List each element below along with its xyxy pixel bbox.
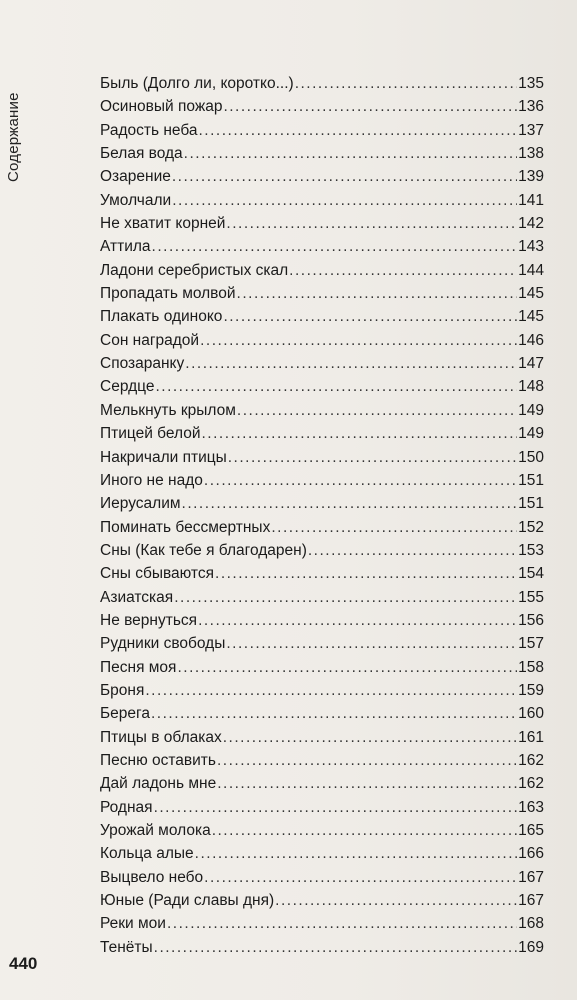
toc-entry-title: Аттила xyxy=(100,238,151,256)
toc-entry-page: 151 xyxy=(518,471,544,489)
toc-entry-title: Поминать бессмертных xyxy=(100,518,271,536)
toc-entry-title: Песню оставить xyxy=(100,751,216,769)
toc-entry xyxy=(100,819,544,842)
dot-leader xyxy=(223,305,517,328)
toc-entry-title: Ладони серебристых скал xyxy=(100,261,289,279)
dot-leader xyxy=(228,446,517,469)
toc-entry xyxy=(100,165,544,188)
toc-entry xyxy=(100,399,544,422)
toc-entry-title: Песня моя xyxy=(100,658,177,676)
toc-entry-page: 148 xyxy=(518,378,544,396)
dot-leader xyxy=(172,189,517,212)
toc-entry-title: Осиновый пожар xyxy=(100,98,223,116)
toc-entry xyxy=(100,259,544,282)
toc-entry-page: 156 xyxy=(518,611,544,629)
toc-entry-page: 161 xyxy=(518,728,544,746)
toc-entry-page: 136 xyxy=(518,98,544,116)
toc-entry-page: 144 xyxy=(518,261,544,279)
running-head-text: Содержание xyxy=(5,92,22,182)
toc-entry-title: Броня xyxy=(100,681,145,699)
toc-entry-page: 150 xyxy=(518,448,544,466)
dot-leader xyxy=(185,352,517,375)
toc-entry-page: 163 xyxy=(518,798,544,816)
toc-entry xyxy=(100,609,544,632)
toc-entry-title: Реки мои xyxy=(100,915,166,933)
toc-entry xyxy=(100,282,544,305)
toc-entry-title: Юные (Ради славы дня) xyxy=(100,892,275,910)
toc-entry-title: Сон наградой xyxy=(100,331,200,349)
dot-leader xyxy=(271,516,517,539)
toc-entry xyxy=(100,889,544,912)
toc-entry-title: Сны (Как тебе я благодарен) xyxy=(100,541,307,559)
dot-leader xyxy=(237,399,517,422)
dot-leader xyxy=(195,842,517,865)
toc-entry-title: Сердце xyxy=(100,378,155,396)
dot-leader xyxy=(155,375,517,398)
page-number: 440 xyxy=(9,954,38,973)
toc-entry-page: 157 xyxy=(518,635,544,653)
toc-entry xyxy=(100,119,544,142)
toc-entry xyxy=(100,95,544,118)
toc-entry-title: Родная xyxy=(100,798,153,816)
toc-entry-page: 138 xyxy=(518,145,544,163)
toc-entry-title: Азиатская xyxy=(100,588,174,606)
toc-entry xyxy=(100,492,544,515)
dot-leader xyxy=(215,562,517,585)
toc-entry xyxy=(100,679,544,702)
dot-leader xyxy=(217,772,517,795)
toc-entry xyxy=(100,375,544,398)
toc-entry-page: 151 xyxy=(518,495,544,513)
dot-leader xyxy=(154,936,517,959)
toc-entry-title: Накричали птицы xyxy=(100,448,227,466)
dot-leader xyxy=(177,656,517,679)
toc-entry-page: 149 xyxy=(518,425,544,443)
toc-entry xyxy=(100,469,544,492)
toc-entry xyxy=(100,189,544,212)
toc-entry-page: 166 xyxy=(518,845,544,863)
toc-entry xyxy=(100,586,544,609)
toc-entry-title: Спозаранку xyxy=(100,355,185,373)
toc-entry-title: Птицы в облаках xyxy=(100,728,222,746)
dot-leader xyxy=(202,422,518,445)
toc-entry xyxy=(100,772,544,795)
toc-entry xyxy=(100,796,544,819)
toc-entry-page: 160 xyxy=(518,705,544,723)
toc-entry-title: Пропадать молвой xyxy=(100,285,236,303)
toc-entry-title: Рудники свободы xyxy=(100,635,226,653)
dot-leader xyxy=(172,165,517,188)
toc-entry-title: Озарение xyxy=(100,168,171,186)
toc-entry xyxy=(100,72,544,95)
toc-entry xyxy=(100,516,544,539)
dot-leader xyxy=(204,469,517,492)
toc-entry-title: Иерусалим xyxy=(100,495,181,513)
toc-entry xyxy=(100,749,544,772)
dot-leader xyxy=(199,119,518,142)
toc-entry-title: Сны сбываются xyxy=(100,565,215,583)
toc-entry-title: Не вернуться xyxy=(100,611,198,629)
dot-leader xyxy=(223,726,517,749)
toc-entry-page: 143 xyxy=(518,238,544,256)
toc-entry-page: 155 xyxy=(518,588,544,606)
toc-entry-page: 135 xyxy=(518,75,544,92)
dot-leader xyxy=(226,212,517,235)
dot-leader xyxy=(200,329,517,352)
toc-entry-page: 139 xyxy=(518,168,544,186)
toc-entry-page: 165 xyxy=(518,822,544,839)
toc-entry-page: 169 xyxy=(518,938,544,956)
toc-entry-title: Берега xyxy=(100,705,150,723)
toc-entry xyxy=(100,936,544,959)
toc-entry-page: 158 xyxy=(518,658,544,676)
dot-leader xyxy=(184,142,517,165)
dot-leader xyxy=(145,679,517,702)
toc-entry-title: Тенёты xyxy=(100,938,153,956)
table-of-contents xyxy=(100,72,544,959)
dot-leader xyxy=(182,492,518,515)
toc-entry-title: Радость неба xyxy=(100,121,198,139)
toc-entry-page: 146 xyxy=(518,331,544,349)
toc-entry xyxy=(100,446,544,469)
toc-entry xyxy=(100,212,544,235)
toc-entry-page: 145 xyxy=(518,285,544,303)
toc-entry-page: 167 xyxy=(518,868,544,886)
dot-leader xyxy=(295,72,517,95)
toc-entry-page: 141 xyxy=(518,191,544,209)
toc-entry-title: Иного не надо xyxy=(100,471,203,489)
toc-entry-title: Белая вода xyxy=(100,145,183,163)
toc-entry xyxy=(100,539,544,562)
dot-leader xyxy=(154,796,518,819)
toc-entry-title: Дай ладонь мне xyxy=(100,775,217,793)
toc-entry-page: 147 xyxy=(518,355,544,373)
toc-entry xyxy=(100,912,544,935)
dot-leader xyxy=(226,632,517,655)
toc-entry-page: 152 xyxy=(518,518,544,536)
toc-entry xyxy=(100,656,544,679)
toc-entry xyxy=(100,866,544,889)
running-head xyxy=(3,72,25,182)
dot-leader xyxy=(275,889,517,912)
toc-entry-page: 145 xyxy=(518,308,544,326)
toc-entry xyxy=(100,562,544,585)
toc-entry-title: Не хватит корней xyxy=(100,215,226,233)
toc-entry-page: 162 xyxy=(518,751,544,769)
toc-entry xyxy=(100,422,544,445)
dot-leader xyxy=(308,539,517,562)
toc-entry-page: 168 xyxy=(518,915,544,933)
dot-leader xyxy=(212,819,517,842)
toc-entry xyxy=(100,632,544,655)
toc-entry xyxy=(100,352,544,375)
dot-leader xyxy=(237,282,518,305)
toc-entry-page: 153 xyxy=(518,541,544,559)
toc-entry xyxy=(100,235,544,258)
dot-leader xyxy=(217,749,517,772)
toc-entry-page: 149 xyxy=(518,401,544,419)
dot-leader xyxy=(167,912,517,935)
toc-entry xyxy=(100,726,544,749)
dot-leader xyxy=(204,866,517,889)
dot-leader xyxy=(198,609,517,632)
toc-entry-title: Мелькнуть крылом xyxy=(100,401,236,419)
toc-entry xyxy=(100,142,544,165)
toc-entry-title: Плакать одиноко xyxy=(100,308,223,326)
dot-leader xyxy=(152,235,518,258)
toc-entry-title: Кольца алые xyxy=(100,845,194,863)
toc-entry xyxy=(100,842,544,865)
dot-leader xyxy=(151,702,517,725)
toc-entry-title: Выцвело небо xyxy=(100,868,204,886)
toc-entry-title: Умолчали xyxy=(100,191,172,209)
toc-entry xyxy=(100,329,544,352)
dot-leader xyxy=(223,95,517,118)
toc-entry xyxy=(100,305,544,328)
toc-entry-page: 159 xyxy=(518,681,544,699)
toc-entry-page: 154 xyxy=(518,565,544,583)
toc-entry xyxy=(100,702,544,725)
toc-entry-page: 137 xyxy=(518,121,544,139)
toc-entry-title: Быль (Долго ли, коротко...) xyxy=(100,75,294,92)
toc-entry-page: 167 xyxy=(518,892,544,910)
toc-entry-page: 142 xyxy=(518,215,544,233)
toc-entry-title: Урожай молока xyxy=(100,822,211,839)
dot-leader xyxy=(289,259,517,282)
toc-entry-title: Птицей белой xyxy=(100,425,201,443)
dot-leader xyxy=(174,586,517,609)
toc-entry-page: 162 xyxy=(518,775,544,793)
